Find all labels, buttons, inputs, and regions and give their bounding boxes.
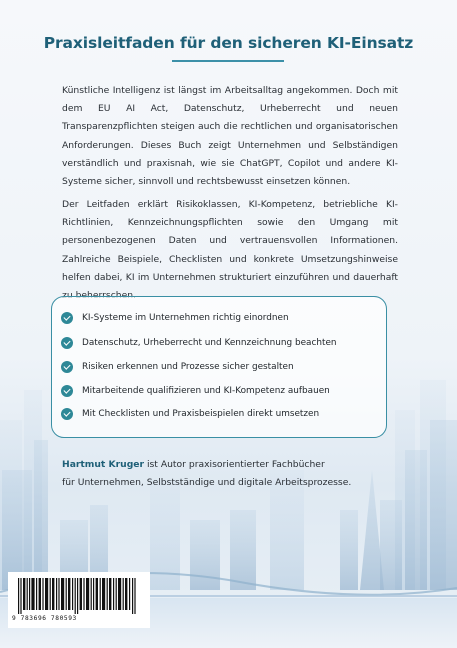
- checklist-item-label: KI-Systeme im Unternehmen richtig einordnen: [82, 313, 289, 323]
- cover-title: Praxisleitfaden für den sicheren KI-Einsatz: [43, 34, 414, 52]
- checklist-item: [61, 407, 319, 421]
- intro-paragraph: Künstliche Intelligenz ist längst im Arbeitsalltag angekommen. Doch mit dem EU AI Act, Datenschutz, Urheberrecht und neuen Transparenzpflichten steigen auch die rechtlichen und organisatorischen Anforderungen. Dieses Buch zeigt Unternehmen und Selbständigen verständlich und praxisnah, wie sie ChatGPT, Copilot und andere KI-Systeme sicher, sinnvoll und rechtsbewusst einsetzen können.: [62, 85, 398, 188]
- check-circle-icon: [61, 385, 73, 397]
- author-name: Hartmut Kruger: [62, 459, 145, 470]
- check-circle-icon: [61, 312, 73, 324]
- isbn-barcode: [8, 572, 150, 628]
- check-circle-icon: [61, 408, 73, 420]
- author-bio-text: ist Autor praxisorientierter Fachbücher: [144, 459, 325, 470]
- checklist-item-label: Datenschutz, Urheberrecht und Kennzeichnung beachten: [82, 338, 337, 348]
- checklist-item-label: Mit Checklisten und Praxisbeispielen direkt umsetzen: [82, 409, 320, 419]
- title-underline: [172, 60, 284, 62]
- check-circle-icon: [61, 337, 73, 349]
- checklist-item: [61, 311, 289, 325]
- checklist-item: [61, 336, 337, 350]
- checklist-item-label: Risiken erkennen und Prozesse sicher gestalten: [82, 362, 294, 372]
- checklist-item: [61, 384, 330, 398]
- isbn-digits: 9 783696 780593: [12, 615, 77, 622]
- checklist-box: [51, 296, 387, 438]
- checklist-item: [61, 360, 294, 374]
- author-bio-line-2: für Unternehmen, Selbstständige und digitale Arbeitsprozesse.: [62, 477, 352, 488]
- description-paragraph: Der Leitfaden erklärt Risikoklassen, KI-Kompetenz, betriebliche KI-Richtlinien, Kennzeichnungspflichten sowie den Umgang mit personenbezogenen Daten und vertrauensvollen Informationen. Zahlreiche Beispiele, Checklisten und konkrete Umsetzungshinweise helfen dabei, KI im Unternehmen strukturiert einzuführen und dauerhaft: [62, 199, 398, 283]
- checklist-item-label: Mitarbeitende qualifizieren und KI-Kompetenz aufbauen: [82, 386, 330, 396]
- barcode-bars: [18, 578, 138, 614]
- check-circle-icon: [61, 361, 73, 373]
- author-bio-line-1: [62, 459, 402, 470]
